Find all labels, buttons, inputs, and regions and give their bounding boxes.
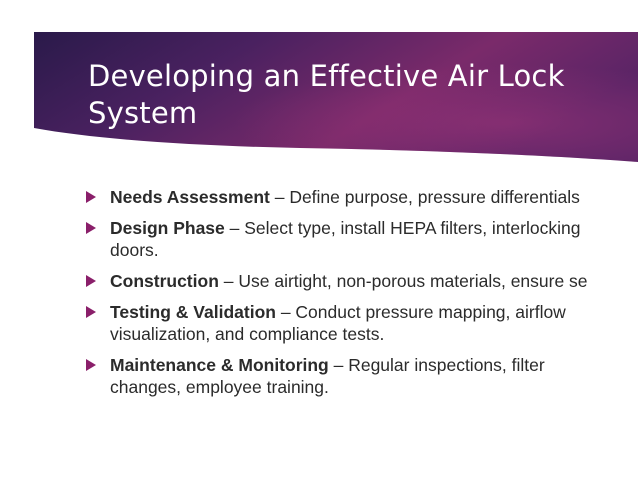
bullet-text: – Regular inspections, filter xyxy=(328,355,545,375)
bullet-term: Needs Assessment xyxy=(110,187,270,207)
bullet-term: Testing & Validation xyxy=(110,302,276,322)
bullet-term: Construction xyxy=(110,271,219,291)
bullet-construction xyxy=(86,270,638,292)
bullet-arrow-icon xyxy=(86,275,96,287)
bullet-term: Design Phase xyxy=(110,218,225,238)
bullet-needs-assessment xyxy=(86,186,638,208)
bullet-arrow-icon xyxy=(86,306,96,318)
bullet-text: – Define purpose, pressure differentials xyxy=(269,187,580,207)
bullet-text-continued: doors. xyxy=(110,240,159,260)
bullet-list xyxy=(86,186,638,407)
bullet-testing-validation xyxy=(86,301,638,345)
bullet-maintenance-monitoring xyxy=(86,354,638,398)
bullet-text: – Conduct pressure mapping, airflow xyxy=(275,302,566,322)
bullet-text: – Use airtight, non-porous materials, ensure se xyxy=(218,271,588,291)
bullet-text-continued: changes, employee training. xyxy=(110,377,329,397)
bullet-arrow-icon xyxy=(86,359,96,371)
slide-title xyxy=(88,58,628,132)
bullet-text: – Select type, install HEPA filters, interlocking xyxy=(224,218,581,238)
bullet-text-continued: visualization, and compliance tests. xyxy=(110,324,385,344)
bullet-design-phase xyxy=(86,217,638,261)
bullet-term: Maintenance & Monitoring xyxy=(110,355,329,375)
slide-title-line-2: System xyxy=(88,96,198,130)
slide-title-line-1: Developing an Effective Air Lock xyxy=(88,59,565,93)
bullet-arrow-icon xyxy=(86,191,96,203)
bullet-arrow-icon xyxy=(86,222,96,234)
